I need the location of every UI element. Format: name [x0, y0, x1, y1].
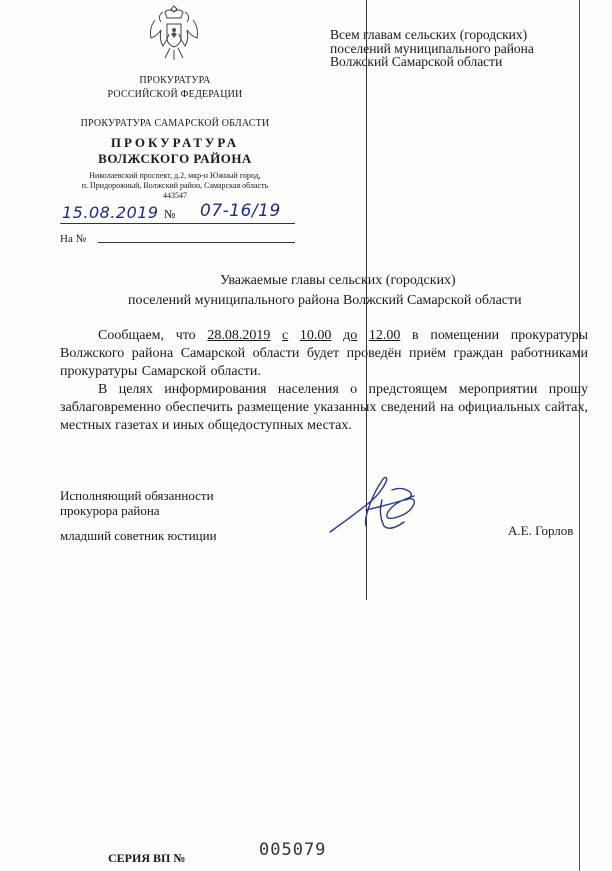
org-name-2: РОССИЙСКОЙ ФЕДЕРАЦИИ [107, 89, 243, 100]
outgoing-number: 07-16/19 [200, 201, 281, 221]
address-line: Николаевский проспект, д.2, мкр-н Южный город, [89, 171, 261, 180]
handwritten-signature-icon [322, 470, 442, 540]
recipient-line: поселений муниципального района [330, 40, 534, 56]
recipient-line: Волжский Самарской области [330, 54, 503, 69]
number-sign: № [164, 207, 176, 221]
outgoing-date: 15.08.2019 [62, 203, 159, 222]
signatory-rank: младший советник юстиции [60, 528, 217, 543]
signatory-position: Исполняющий обязанности прокурора района [60, 488, 214, 518]
org-name-3: ПРОКУРАТУРА САМАРСКОЙ ОБЛАСТИ [80, 118, 270, 129]
paragraph-1: Сообщаем, что 28.08.2019 с 10.00 до 12.00 в помещении прокуратуры Волжского района Самарской области будет проведён приём граждан работниками прокуратуры Самарской области. [60, 328, 589, 379]
org-name-5: ВОЛЖСКОГО РАЙОНА [98, 151, 252, 166]
reception-end-time: 12.00 [368, 328, 401, 343]
postal-code: 443547 [163, 191, 187, 200]
reply-label: На № [60, 233, 87, 245]
series-label: СЕРИЯ ВП № [108, 851, 186, 865]
salutation-line-2: поселений муниципального района Волжский Самарской области [128, 293, 522, 308]
recipient-line: Всем главам сельских (городских) [330, 27, 528, 42]
address-line: п. Придорожный, Волжский район, Самарская область [81, 181, 269, 190]
reply-underline [98, 242, 295, 243]
outgoing-ref [60, 203, 295, 224]
scan-line-right [579, 0, 580, 871]
address [60, 171, 290, 201]
paragraph-2: В целях информирования населения о предстоящем мероприятии прошу заблаговременно обеспечить размещение указанных сведений на официальных сайтах, местных газетах и иных общедоступных местах. [60, 382, 588, 433]
coat-of-arms-icon [143, 2, 205, 66]
signatory-name: А.Е. Горлов [508, 523, 574, 538]
org-name-4: ПРОКУРАТУРА [110, 135, 240, 150]
reply-ref [60, 229, 295, 244]
recipient-block [330, 28, 590, 69]
serial-number: 005079 [259, 840, 327, 860]
salutation-line-1: Уважаемые главы сельских (городских) [220, 273, 456, 288]
reception-date: 28.08.2019 [207, 328, 271, 343]
org-name-1: ПРОКУРАТУРА [139, 75, 211, 86]
salutation [80, 272, 612, 310]
letter-body [60, 327, 588, 435]
reception-start-time: 10.00 [299, 328, 332, 343]
